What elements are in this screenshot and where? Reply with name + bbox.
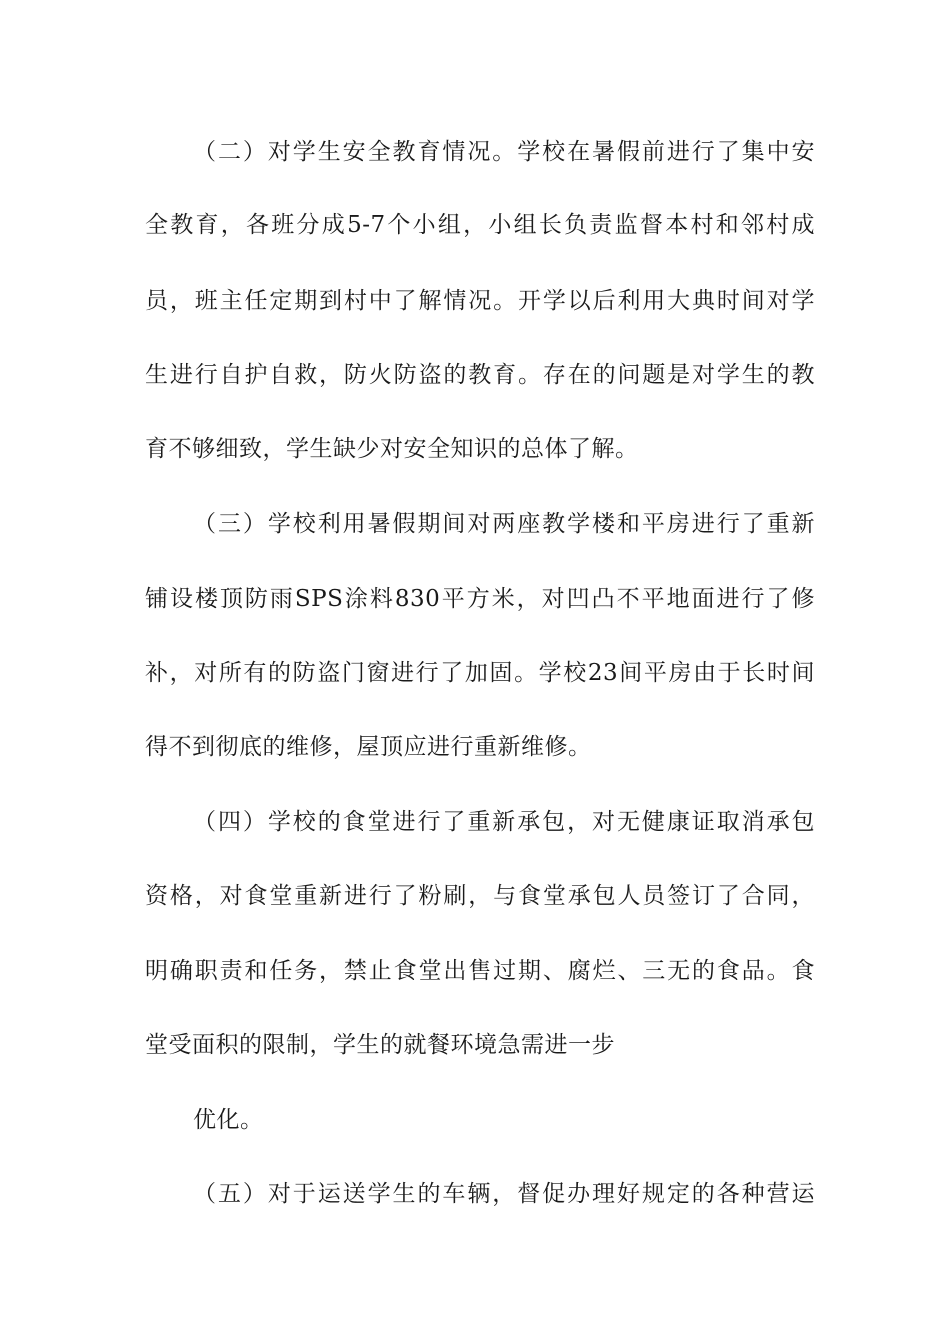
paragraph-line: （四）学校的食堂进行了重新承包，对无健康证取消承包: [193, 809, 815, 835]
paragraph-line: 员，班主任定期到村中了解情况。开学以后利用大典时间对学: [145, 288, 815, 314]
paragraph-line: 铺设楼顶防雨SPS涂料830平方米，对凹凸不平地面进行了修: [145, 586, 815, 612]
paragraph-line: （三）学校利用暑假期间对两座教学楼和平房进行了重新: [193, 511, 815, 537]
paragraph-line: 全教育，各班分成5-7个小组，小组长负责监督本村和邻村成: [145, 212, 815, 238]
paragraph-line: 育不够细致，学生缺少对安全知识的总体了解。: [145, 436, 639, 462]
paragraph-line: 优化。: [193, 1107, 264, 1133]
paragraph-line: （二）对学生安全教育情况。学校在暑假前进行了集中安: [193, 139, 815, 165]
paragraph-line: 得不到彻底的维修，屋顶应进行重新维修。: [145, 734, 592, 760]
paragraph-line: 堂受面积的限制，学生的就餐环境急需进一步: [145, 1032, 615, 1058]
paragraph-line: （五）对于运送学生的车辆，督促办理好规定的各种营运: [193, 1181, 815, 1207]
paragraph-line: 生进行自护自救，防火防盗的教育。存在的问题是对学生的教: [145, 362, 815, 388]
paragraph-line: 明确职责和任务，禁止食堂出售过期、腐烂、三无的食品。食: [145, 958, 815, 984]
paragraph-line: 资格，对食堂重新进行了粉刷，与食堂承包人员签订了合同，: [145, 883, 815, 909]
paragraph-line: 补，对所有的防盗门窗进行了加固。学校23间平房由于长时间: [145, 660, 815, 686]
